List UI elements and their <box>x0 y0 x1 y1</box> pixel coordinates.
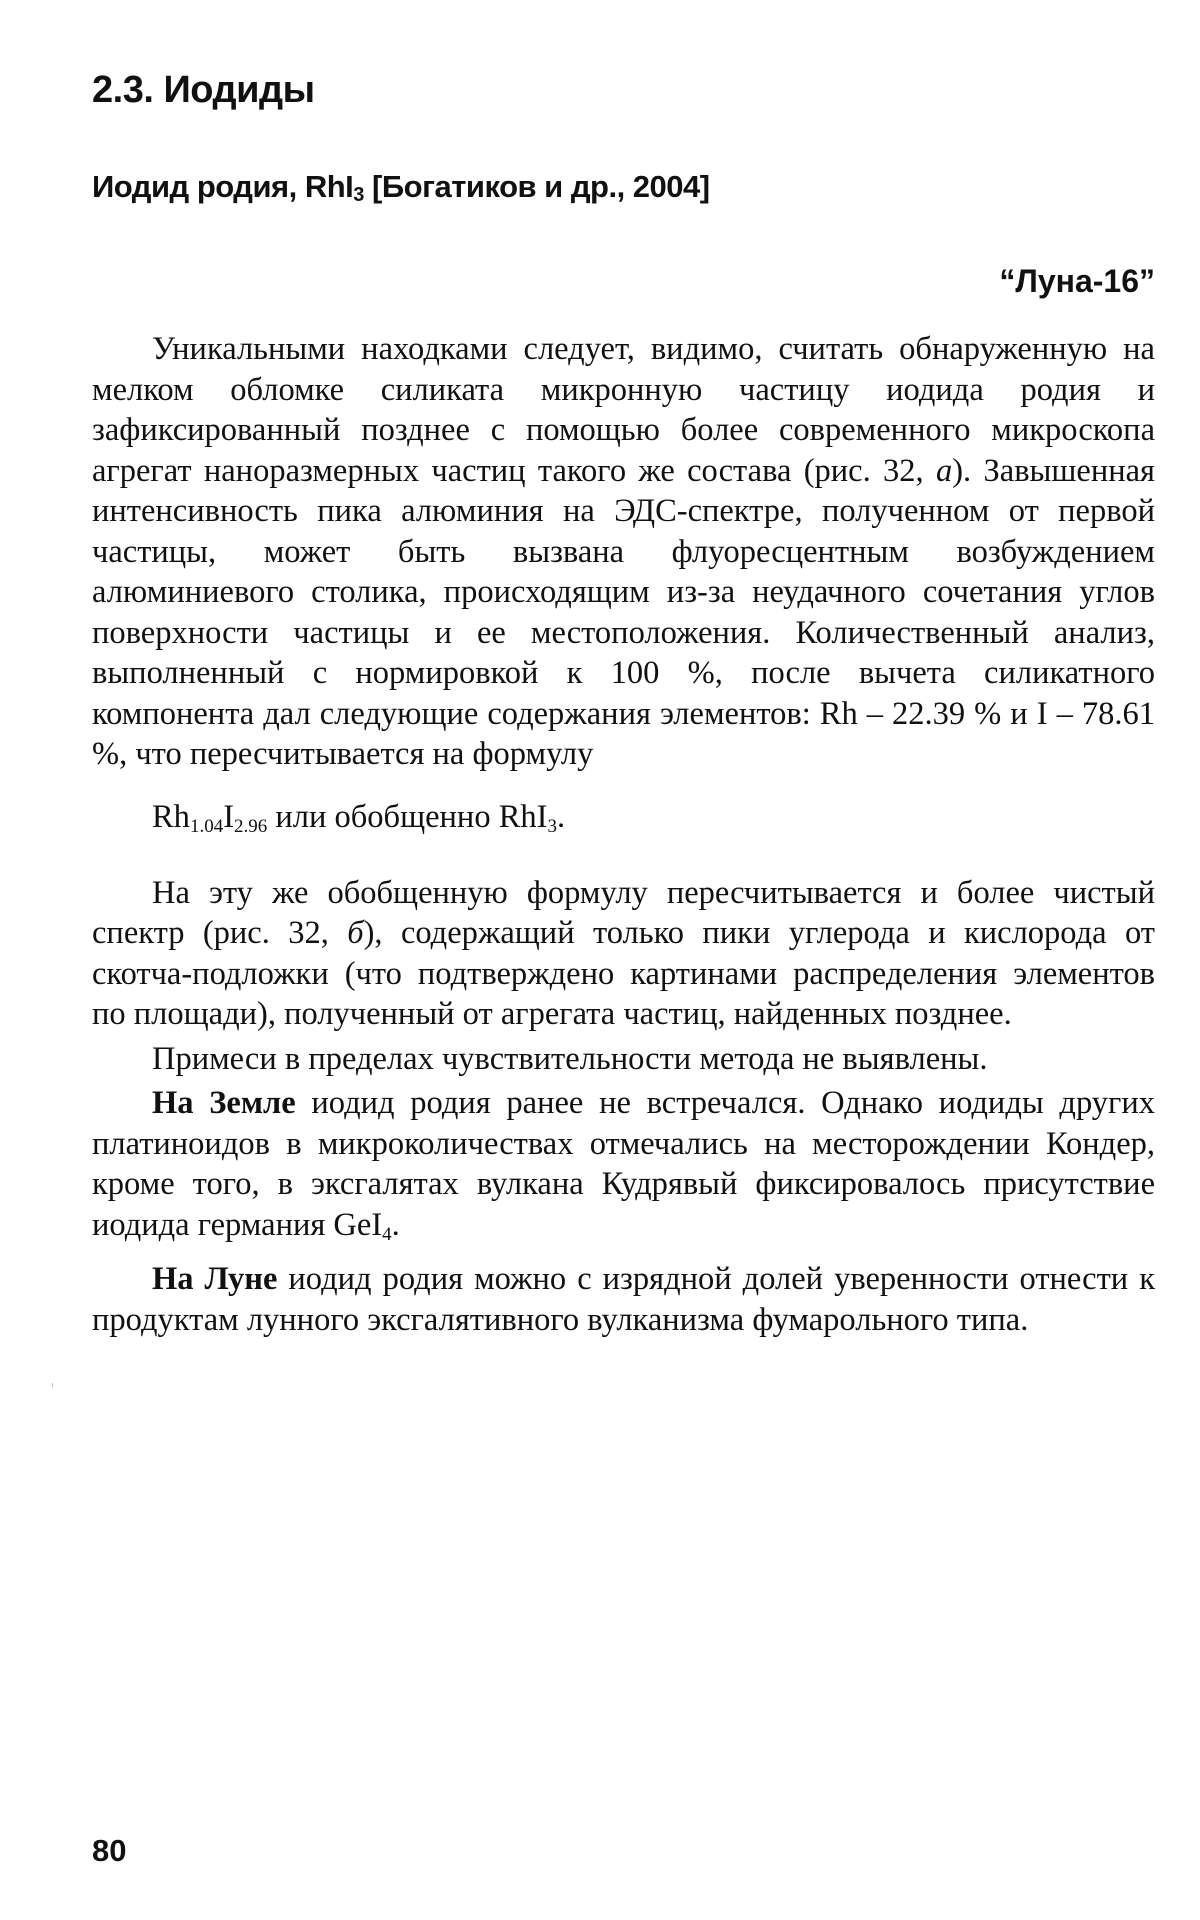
formula-end: . <box>556 798 566 835</box>
paragraph-4-sub: 4 <box>382 1223 392 1245</box>
margin-mark <box>52 1383 53 1387</box>
subsection-name-subscript: 3 <box>353 184 364 206</box>
locality-label: “Луна-16” <box>999 263 1155 299</box>
formula-i: I <box>223 798 235 835</box>
paragraph-5 <box>92 1259 1155 1340</box>
formula-line <box>152 797 1155 847</box>
formula-middle: или обобщенно RhI <box>267 798 548 835</box>
paragraph-2-text-a: На эту же обобщенную формулу пересчитывается и более чистый спектр (рис. 32, <box>92 874 1155 951</box>
figure-ref-b: б <box>347 915 364 951</box>
figure-ref-a: а <box>935 452 953 489</box>
formula-rh-sub: 1.04 <box>189 815 224 837</box>
page-number: 80 <box>92 1833 127 1868</box>
section-title: 2.3. Иодиды <box>92 69 315 111</box>
formula-i-sub: 2.96 <box>234 815 268 837</box>
subsection-name-prefix: Иодид родия, RhI <box>92 169 354 204</box>
paragraph-4-end: . <box>391 1206 400 1243</box>
paragraph-5-text: иодид родия можно с изрядной долей уверенности отнести к продуктам лунного эксгалятивного вулканизма фумарольного типа. <box>92 1261 1155 1338</box>
paragraph-1-text-a: Уникальными находками следует, видимо, считать обнаруженную на мелком обломке силиката микронную частицу иодида родия и зафиксированный позднее с помощью более современного микроскопа агрегат наноразмерных частиц такого же состава (рис. 32, <box>92 331 1155 489</box>
paragraph-2-text-b: ), содержащий только пики углерода и кислорода от скотча-подложки (что подтверждено картинами распределения элементов по площади), полученный от агрегата частиц, найденных позднее. <box>92 915 1155 1032</box>
paragraph-5-lead: На Луне <box>152 1261 278 1297</box>
paragraph-2 <box>92 873 1155 1035</box>
paragraph-1 <box>92 329 1155 775</box>
subsection-name-suffix: [Богатиков и др., 2004] <box>363 169 710 204</box>
formula-general-sub: 3 <box>547 815 557 837</box>
subsection-title <box>92 167 1155 215</box>
page-body <box>92 66 1155 1340</box>
paragraph-3: Примеси в пределах чувствительности метода не выявлены. <box>152 1040 988 1077</box>
paragraph-4 <box>92 1083 1155 1255</box>
paragraph-4-text: иодид родия ранее не встречался. Однако иодиды других платиноидов в микроколичествах отмечались на месторождении Кондер, кроме того, в эксгалятах вулкана Кудрявый фиксировалось присутствие иодида германия GeI <box>92 1085 1155 1243</box>
paragraph-1-text-b: ). Завышенная интенсивность пика алюминия на ЭДС-спектре, полученном от первой частицы, может быть вызвана флуоресцентным возбуждением алюминиевого столика, происходящим из-за неудачного сочетания углов поверхности частицы и ее местоположения. Количественный анализ, выполненный с нормировкой к 100 %, после вычета силикатного компонента дал следующие содержания элементов: Rh – 22.39 % и I – 78.61 %, что пересчитывается на формулу <box>92 452 1155 772</box>
paragraph-4-lead: На Земле <box>152 1085 296 1121</box>
formula-rh: Rh <box>152 798 190 835</box>
